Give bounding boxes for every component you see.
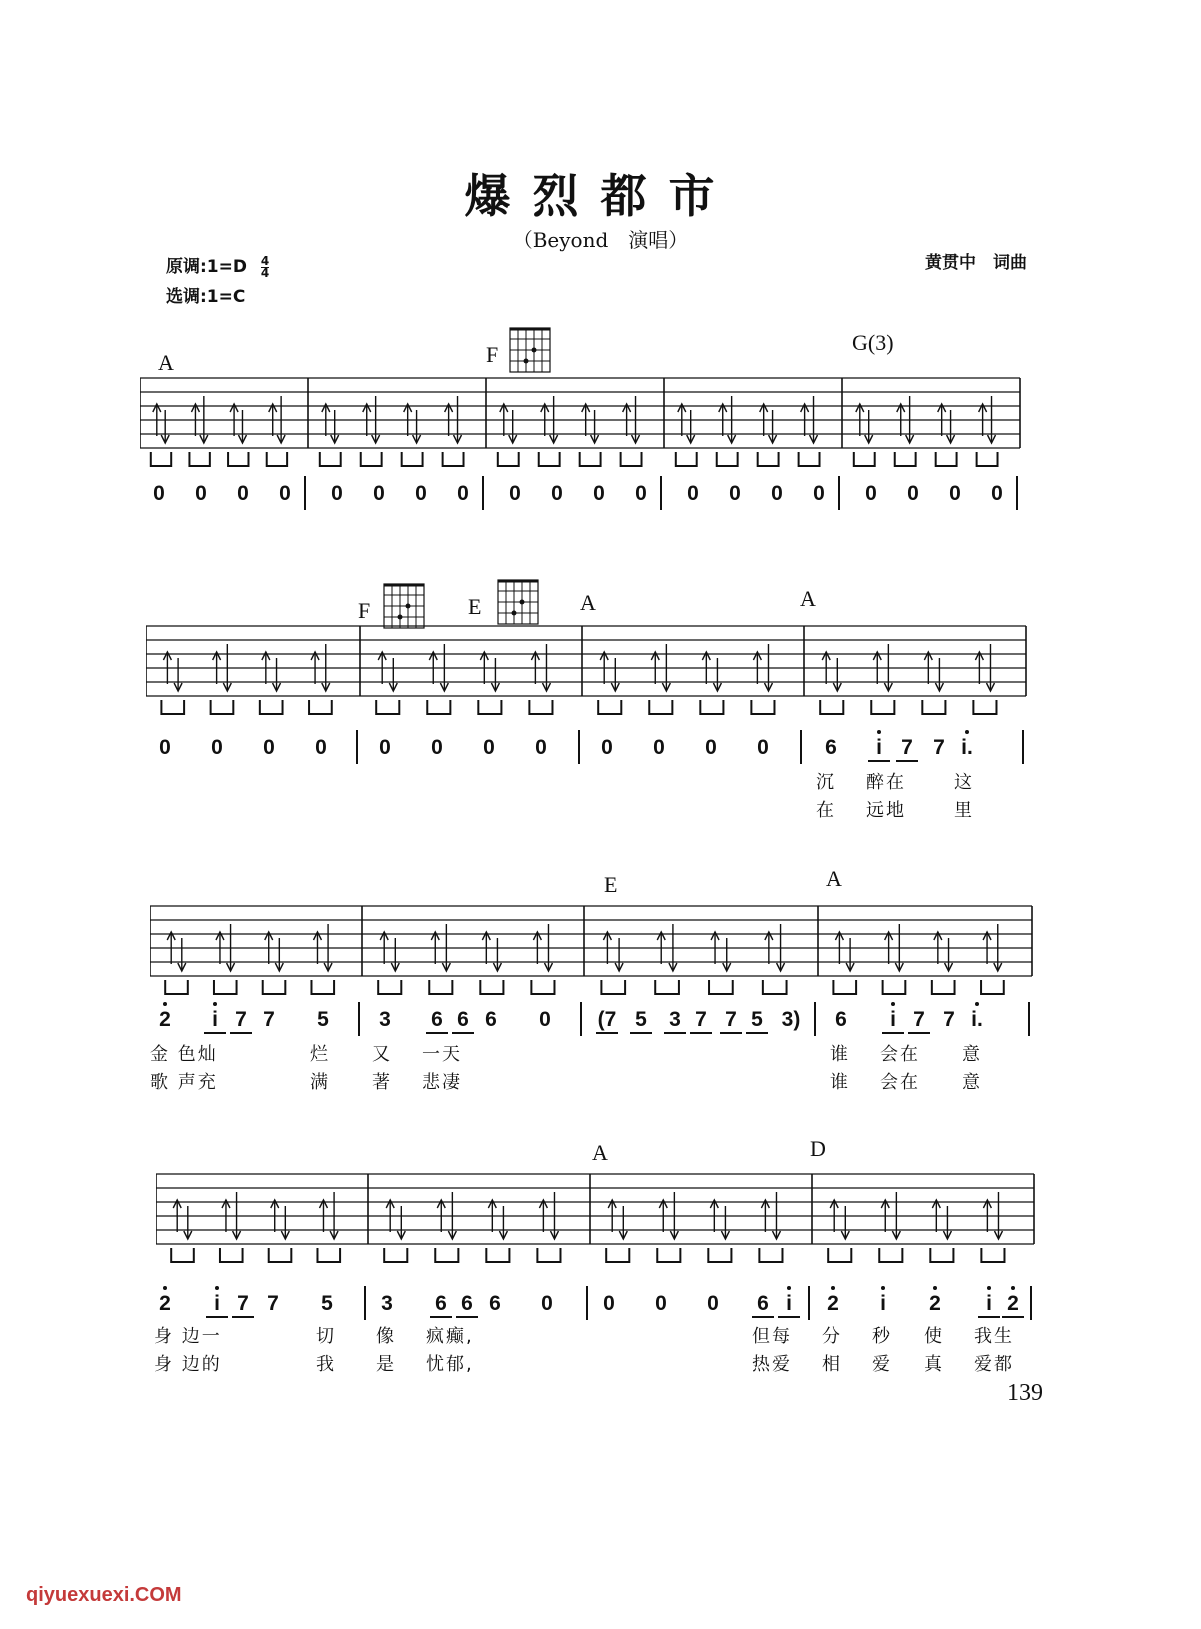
jianpu-note: 0 [263, 736, 275, 759]
lyric-text: 里 [954, 800, 974, 821]
chord-symbol: G(3) [852, 330, 894, 355]
lyric-text: 真 [924, 1354, 944, 1375]
bar-line [586, 1286, 588, 1320]
jianpu-note: 0 [907, 482, 919, 505]
jianpu-note: 7 [896, 736, 918, 762]
chord-symbol: A [826, 866, 842, 891]
rhythm-stem [676, 452, 697, 466]
rhythm-stem [922, 700, 945, 714]
rhythm-stem [930, 1248, 953, 1262]
rhythm-stem [936, 452, 957, 466]
lyric-text: 烂 [310, 1044, 330, 1065]
bar-line [800, 730, 802, 764]
original-key-label: 原调:1=D [166, 257, 247, 277]
jianpu-note: 0 [331, 482, 343, 505]
chord-symbol: E [468, 594, 482, 619]
jianpu-note: 0 [539, 1008, 551, 1031]
rhythm-stem [165, 980, 188, 994]
lyric-text: 一天 [422, 1044, 462, 1065]
bar-line [1022, 730, 1024, 764]
lyric-text: 沉 [816, 772, 836, 793]
jianpu-note: 6 [752, 1292, 774, 1318]
jianpu-note: 0 [593, 482, 605, 505]
watermark: qiyuexuexi.COM [26, 1584, 182, 1606]
jianpu-note: 6 [825, 736, 837, 759]
lyric-text: 切 [316, 1326, 336, 1347]
rhythm-stem [751, 700, 774, 714]
jianpu-note: 0 [153, 482, 165, 505]
jianpu-note: 2 [1002, 1292, 1024, 1318]
rhythm-stem [657, 1248, 680, 1262]
jianpu-note: 0 [705, 736, 717, 759]
rhythm-stem [763, 980, 787, 994]
rhythm-stem [709, 980, 733, 994]
rhythm-stem [311, 980, 334, 994]
bar-line [356, 730, 358, 764]
jianpu-note: 0 [655, 1292, 667, 1315]
rhythm-stem [621, 452, 642, 466]
jianpu-note: 0 [707, 1292, 719, 1315]
lyric-text: 远地 [866, 800, 906, 821]
chord-symbol: E [604, 872, 618, 897]
octave-dot [877, 730, 881, 734]
jianpu-note: 3 [664, 1008, 686, 1034]
bar-line [838, 476, 840, 510]
lyric-text: 热爱 [752, 1354, 792, 1375]
jianpu-note: 0 [195, 482, 207, 505]
lyric-text: 这 [954, 772, 974, 793]
lyric-text: 身 边一 [154, 1326, 222, 1347]
jianpu-note: 0 [237, 482, 249, 505]
jianpu-note: i [204, 1008, 226, 1034]
jianpu-note: 3) [781, 1008, 801, 1031]
rhythm-stem [361, 452, 382, 466]
jianpu-note: 5 [321, 1292, 333, 1315]
lyric-text: 在 [816, 800, 836, 821]
rhythm-stem [189, 452, 209, 466]
octave-dot [965, 730, 969, 734]
lyric-text: 爱 [872, 1354, 892, 1375]
jianpu-note: 2 [827, 1292, 839, 1315]
rhythm-stem [260, 700, 283, 714]
jianpu-note: (7 [596, 1008, 618, 1034]
rhythm-stem [211, 700, 234, 714]
chord-diagram-icon [382, 582, 426, 630]
rhythm-stem [833, 980, 856, 994]
rhythm-stem [429, 980, 452, 994]
rhythm-stem [708, 1248, 731, 1262]
jianpu-note: 3 [381, 1292, 393, 1315]
lyric-text: 著 [372, 1072, 392, 1093]
rhythm-stem [402, 452, 423, 466]
lyric-text: 爱都 [974, 1354, 1014, 1375]
jianpu-note: i. [961, 736, 973, 759]
time-signature-numerator: 4 [260, 253, 270, 268]
jianpu-note: 7 [908, 1008, 930, 1034]
rhythm-stem [981, 1248, 1004, 1262]
rhythm-stem [879, 1248, 902, 1262]
jianpu-note: i [868, 736, 890, 762]
rhythm-stem [317, 1248, 340, 1262]
octave-dot [787, 1286, 791, 1290]
rhythm-stem [478, 700, 501, 714]
rhythm-stem [700, 700, 723, 714]
chord-symbol: F [358, 598, 371, 623]
jianpu-note: 0 [991, 482, 1003, 505]
bar-line [482, 476, 484, 510]
rhythm-stem [977, 452, 998, 466]
page-number: 139 [1007, 1380, 1043, 1406]
rhythm-stem [539, 452, 560, 466]
octave-dot [975, 1002, 979, 1006]
rhythm-stem [263, 980, 286, 994]
jianpu-note: 0 [457, 482, 469, 505]
jianpu-note: 0 [635, 482, 647, 505]
jianpu-note: 7 [943, 1008, 955, 1031]
rhythm-stem [981, 980, 1004, 994]
chord-diagram-icon [496, 578, 540, 626]
lyric-text: 意 [962, 1044, 982, 1065]
jianpu-note: 0 [415, 482, 427, 505]
tab-staff [150, 902, 1036, 1022]
rhythm-stem [601, 980, 625, 994]
jianpu-note: 6 [430, 1292, 452, 1318]
rhythm-stem [799, 452, 820, 466]
rhythm-stem [973, 700, 996, 714]
jianpu-note: i [882, 1008, 904, 1034]
rhythm-stem [378, 980, 401, 994]
bar-line [1030, 1286, 1032, 1320]
rhythm-stem [151, 452, 171, 466]
lyric-text: 谁 [830, 1044, 850, 1065]
octave-dot [163, 1002, 167, 1006]
jianpu-note: 0 [603, 1292, 615, 1315]
credits: 黄贯中 词曲 [925, 253, 1027, 273]
chord-symbol: A [158, 350, 174, 375]
octave-dot [163, 1286, 167, 1290]
jianpu-note: i [778, 1292, 800, 1318]
lyric-text: 又 [372, 1044, 392, 1065]
rhythm-stem [537, 1248, 560, 1262]
octave-dot [213, 1002, 217, 1006]
jianpu-note: 0 [541, 1292, 553, 1315]
bar-line [808, 1286, 810, 1320]
rhythm-stem [376, 700, 399, 714]
rhythm-stem [895, 452, 916, 466]
jianpu-note: 6 [485, 1008, 497, 1031]
jianpu-note: 6 [456, 1292, 478, 1318]
rhythm-stem [655, 980, 679, 994]
lyric-text: 意 [962, 1072, 982, 1093]
jianpu-note: 0 [373, 482, 385, 505]
jianpu-note: 5 [317, 1008, 329, 1031]
octave-dot [215, 1286, 219, 1290]
jianpu-note: 6 [835, 1008, 847, 1031]
jianpu-note: 0 [211, 736, 223, 759]
lyric-text: 会在 [880, 1044, 920, 1065]
bar-line [364, 1286, 366, 1320]
jianpu-note: 0 [729, 482, 741, 505]
lyric-text: 秒 [872, 1326, 892, 1347]
rhythm-stem [598, 700, 621, 714]
chord-symbol: A [592, 1140, 608, 1165]
jianpu-note: 0 [687, 482, 699, 505]
rhythm-stem [759, 1248, 782, 1262]
rhythm-stem [228, 452, 248, 466]
octave-dot [987, 1286, 991, 1290]
time-signature [260, 253, 270, 280]
rhythm-stem [486, 1248, 509, 1262]
jianpu-note: 0 [653, 736, 665, 759]
chord-symbol: A [580, 590, 596, 615]
rhythm-stem [267, 452, 287, 466]
rhythm-stem [883, 980, 906, 994]
lyric-text: 相 [822, 1354, 842, 1375]
octave-dot [831, 1286, 835, 1290]
jianpu-note: 7 [230, 1008, 252, 1034]
jianpu-note: 0 [865, 482, 877, 505]
rhythm-stem [309, 700, 332, 714]
jianpu-note: 7 [263, 1008, 275, 1031]
rhythm-stem [214, 980, 237, 994]
rhythm-stem [932, 980, 955, 994]
octave-dot [891, 1002, 895, 1006]
rhythm-stem [606, 1248, 629, 1262]
lyric-text: 忧郁, [426, 1354, 474, 1375]
rhythm-stem [498, 452, 519, 466]
rhythm-stem [758, 452, 779, 466]
rhythm-stem [649, 700, 672, 714]
jianpu-note: 6 [489, 1292, 501, 1315]
bar-line [580, 1002, 582, 1036]
rhythm-stem [443, 452, 464, 466]
jianpu-note: 3 [379, 1008, 391, 1031]
bar-line [1016, 476, 1018, 510]
octave-dot [933, 1286, 937, 1290]
rhythm-stem [220, 1248, 243, 1262]
lyric-text: 疯癫, [426, 1326, 474, 1347]
jianpu-note: 0 [159, 736, 171, 759]
lyric-text: 身 边的 [154, 1354, 222, 1375]
jianpu-note: 0 [509, 482, 521, 505]
lyric-text: 我生 [974, 1326, 1014, 1347]
jianpu-note: 0 [431, 736, 443, 759]
jianpu-note: 6 [452, 1008, 474, 1034]
bar-line [814, 1002, 816, 1036]
original-key [166, 252, 269, 279]
tab-staff [146, 622, 1030, 742]
rhythm-stem [161, 700, 184, 714]
jianpu-note: 0 [601, 736, 613, 759]
tab-staff [156, 1170, 1038, 1290]
jianpu-note: 5 [630, 1008, 652, 1034]
jianpu-note: i [880, 1292, 886, 1315]
jianpu-note: 0 [379, 736, 391, 759]
jianpu-note: 7 [232, 1292, 254, 1318]
lyric-text: 但每 [752, 1326, 792, 1347]
rhythm-stem [320, 452, 341, 466]
rhythm-stem [269, 1248, 292, 1262]
jianpu-note: 0 [757, 736, 769, 759]
jianpu-note: 0 [949, 482, 961, 505]
lyric-text: 醉在 [866, 772, 906, 793]
rhythm-stem [854, 452, 875, 466]
rhythm-stem [384, 1248, 407, 1262]
jianpu-note: 0 [483, 736, 495, 759]
jianpu-note: 0 [771, 482, 783, 505]
jianpu-note: 2 [929, 1292, 941, 1315]
octave-dot [1011, 1286, 1015, 1290]
lyric-text: 金 色灿 [150, 1044, 218, 1065]
rhythm-stem [171, 1248, 194, 1262]
jianpu-note: 7 [690, 1008, 712, 1034]
selected-key: 选调:1=C [166, 287, 246, 307]
rhythm-stem [531, 980, 554, 994]
jianpu-note: 0 [551, 482, 563, 505]
bar-line [358, 1002, 360, 1036]
bar-line [304, 476, 306, 510]
bar-line [660, 476, 662, 510]
bar-line [578, 730, 580, 764]
lyric-text: 会在 [880, 1072, 920, 1093]
time-signature-denominator: 4 [260, 265, 270, 280]
jianpu-note: i [978, 1292, 1000, 1318]
jianpu-note: 5 [746, 1008, 768, 1034]
rhythm-stem [435, 1248, 458, 1262]
chord-symbol: D [810, 1136, 826, 1161]
lyric-text: 歌 声充 [150, 1072, 218, 1093]
lyric-text: 像 [376, 1326, 396, 1347]
lyric-text: 谁 [830, 1072, 850, 1093]
jianpu-note: 7 [720, 1008, 742, 1034]
lyric-text: 分 [822, 1326, 842, 1347]
jianpu-note: 2 [159, 1292, 171, 1315]
rhythm-stem [828, 1248, 851, 1262]
jianpu-note: 0 [315, 736, 327, 759]
rhythm-stem [717, 452, 738, 466]
lyric-text: 使 [924, 1326, 944, 1347]
lyric-text: 是 [376, 1354, 396, 1375]
jianpu-note: i. [971, 1008, 983, 1031]
jianpu-note: 0 [279, 482, 291, 505]
song-title: 爆烈都市 [464, 169, 737, 223]
tab-staff [140, 374, 1024, 494]
jianpu-note: 7 [933, 736, 945, 759]
jianpu-note: i [206, 1292, 228, 1318]
performer-subtitle: （Beyond 演唱） [512, 228, 689, 252]
chord-symbol: F [486, 342, 499, 367]
bar-line [1028, 1002, 1030, 1036]
lyric-text: 我 [316, 1354, 336, 1375]
rhythm-stem [580, 452, 601, 466]
chord-diagram-icon [508, 326, 552, 374]
jianpu-note: 6 [426, 1008, 448, 1034]
chord-symbol: A [800, 586, 816, 611]
rhythm-stem [427, 700, 450, 714]
jianpu-note: 0 [535, 736, 547, 759]
rhythm-stem [871, 700, 894, 714]
rhythm-stem [480, 980, 503, 994]
lyric-text: 悲凄 [422, 1072, 462, 1093]
jianpu-note: 7 [267, 1292, 279, 1315]
octave-dot [881, 1286, 885, 1290]
lyric-text: 满 [310, 1072, 330, 1093]
rhythm-stem [820, 700, 843, 714]
jianpu-note: 0 [813, 482, 825, 505]
jianpu-note: 2 [159, 1008, 171, 1031]
rhythm-stem [529, 700, 552, 714]
